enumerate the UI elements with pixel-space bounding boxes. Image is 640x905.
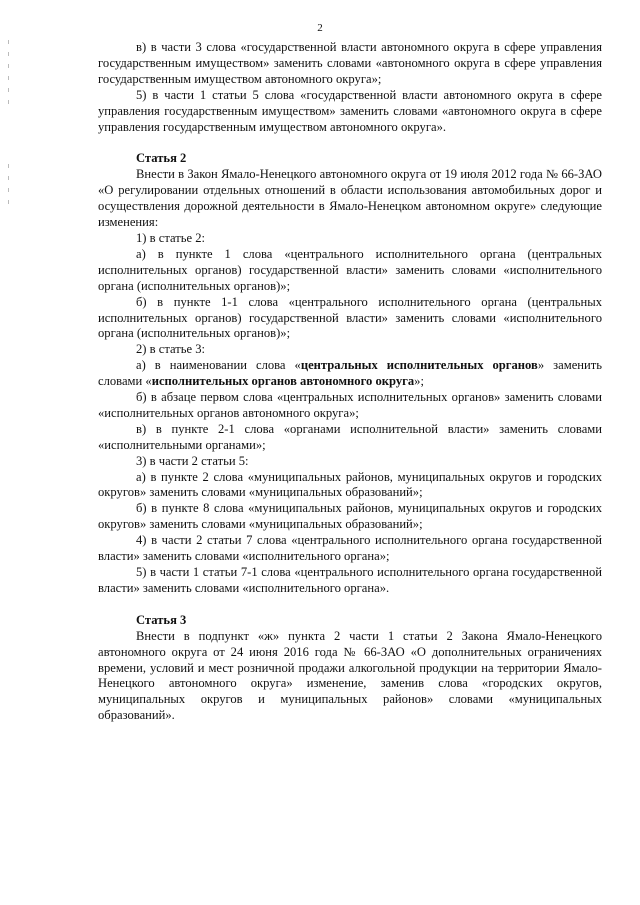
article-3-body: Внести в подпункт «ж» пункта 2 части 1 статьи 2 Закона Ямало-Ненецкого автономного округа от 24 июня 2016 года № 66-ЗАО «О дополнительных ограничениях времени, условий и мест розничной продажи алкогольной продукции на территории Ямало-Ненецкого автономного округа» изменение, заменив слова «городских округов, муниципальных округов и муниципальных районов» словами «муниципальных образований».: [98, 628, 602, 723]
item-2a-text-pre: а) в наименовании слова «: [136, 358, 301, 373]
article-2-item-1b: б) в пункте 1-1 слова «центрального исполнительного органа (центральных исполнительных органов) государственной власти» заменить словами «исполнительного органа (исполнительных органов)»;: [98, 294, 602, 341]
article-2-intro: Внести в Закон Ямало-Ненецкого автономного округа от 19 июля 2012 года № 66-ЗАО «О регулировании отдельных отношений в области использования автомобильных дорог и осуществления дорожной деятельности в Ямало-Ненецком автономном округе» следующие изменения:: [98, 167, 602, 230]
article-2-item-5: 5) в части 1 статьи 7-1 слова «центрального исполнительного органа государственной власти» заменить словами «исполнительного органа».: [98, 565, 602, 595]
article-2-item-3b: б) в пункте 8 слова «муниципальных районов, муниципальных округов и городских округов» заменить словами «муниципальных образований»;: [98, 501, 602, 532]
paragraph-5: 5) в части 1 статьи 5 слова «государственной власти автономного округа в сфере управления государственным имуществом» заменить словами «автономного округа в сфере управления государственным имуществом автономного округа».: [98, 87, 602, 134]
article-2-item-2: 2) в статье 3:: [136, 342, 206, 357]
article-3-heading: Статья 3: [136, 612, 187, 627]
page-number: 2: [317, 22, 323, 34]
article-2-item-2a: [98, 358, 602, 390]
article-2-item-2v: в) в пункте 2-1 слова «органами исполнительной власти» заменить словами «исполнительными органами»;: [98, 421, 602, 452]
article-2-item-3: 3) в части 2 статьи 5:: [136, 453, 249, 468]
item-2a-bold-new: исполнительных органов автономного округа: [151, 374, 415, 389]
article-2-item-4: 4) в части 2 статьи 7 слова «центрального исполнительного органа государственной власти» заменить словами «исполнительного органа»;: [98, 533, 602, 564]
paragraph-v: в) в части 3 слова «государственной власти автономного округа в сфере управления государственным имуществом» заменить словами «автономного округа в сфере управления государственным имуществом автономного округа»;: [98, 40, 602, 86]
article-2-item-3a: а) в пункте 2 слова «муниципальных районов, муниципальных округов и городских округов» заменить словами «муниципальных образований»;: [98, 469, 602, 500]
scan-margin-marks: [8, 40, 10, 212]
item-2a-bold-old: центральных исполнительных органов: [300, 358, 538, 373]
item-2a-text-mid: » заменить словами «: [98, 358, 603, 389]
item-2a-text-post: »;: [414, 374, 424, 389]
document-body: [98, 40, 602, 724]
article-2-heading: Статья 2: [136, 151, 187, 166]
article-2-item-2b: б) в абзаце первом слова «центральных исполнительных органов» заменить словами «исполнительных органов автономного округа»;: [98, 390, 602, 420]
article-2-item-1: 1) в статье 2:: [136, 230, 206, 245]
article-2-item-1a: а) в пункте 1 слова «центрального исполнительного органа (центральных исполнительных органов) государственной власти» заменить словами «исполнительного органа (исполнительных органов)»;: [98, 246, 602, 293]
